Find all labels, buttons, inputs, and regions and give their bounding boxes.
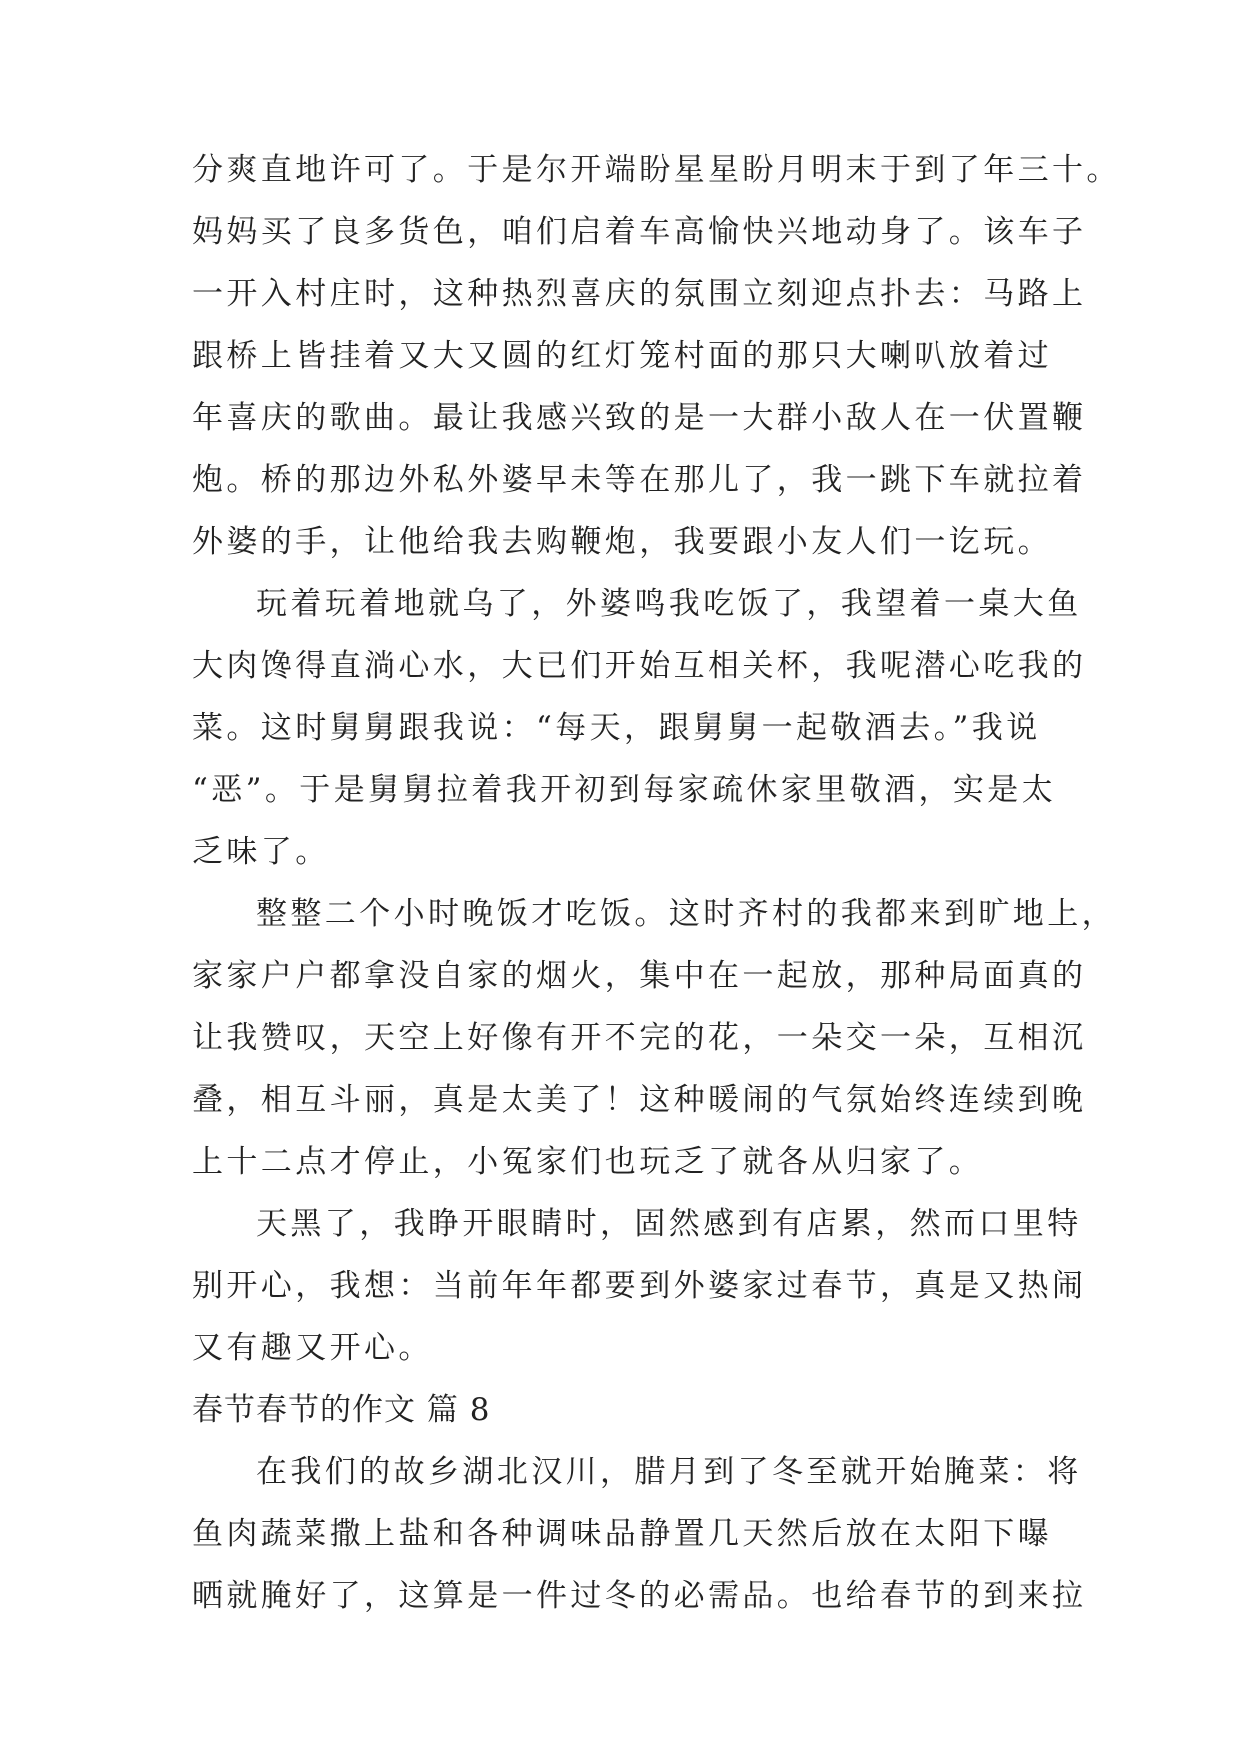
paragraph-first-line: 玩着玩着地就乌了，外婆鸣我吃饭了，我望着一桌大鱼 xyxy=(256,586,1082,622)
paragraph-first-line: 天黑了，我睁开眼睛时，固然感到有店累，然而口里特 xyxy=(256,1206,1082,1242)
text-line: 晒就腌好了，这算是一件过冬的必需品。也给春节的到来拉 xyxy=(192,1578,1087,1614)
section-heading: 春节春节的作文 篇 8 xyxy=(192,1392,491,1428)
paragraph-first-line: 整整二个小时晚饭才吃饭。这时齐村的我都来到旷地上， xyxy=(256,896,1116,932)
text-line: 炮。桥的那边外私外婆早未等在那儿了，我一跳下车就拉着 xyxy=(192,462,1087,498)
text-line: 跟桥上皆挂着又大又圆的红灯笼村面的那只大喇叭放着过 xyxy=(192,338,1052,374)
text-line: 菜。这时舅舅跟我说：“每天，跟舅舅一起敬酒去。”我说 xyxy=(192,710,1041,746)
text-line: 叠，相互斗丽，真是太美了！这种暖闹的气氛始终连续到晚 xyxy=(192,1082,1087,1118)
text-line: 妈妈买了良多货色，咱们启着车高愉快兴地动身了。该车子 xyxy=(192,214,1087,250)
paragraph-first-line: 在我们的故乡湖北汉川，腊月到了冬至就开始腌菜：将 xyxy=(256,1454,1082,1490)
text-line: 鱼肉蔬菜撒上盐和各种调味品静置几天然后放在太阳下曝 xyxy=(192,1516,1052,1552)
text-line: 乏味了。 xyxy=(192,834,330,870)
text-line: “恶”。于是舅舅拉着我开初到每家疏休家里敬酒，实是太 xyxy=(192,772,1057,808)
text-line: 又有趣又开心。 xyxy=(192,1330,433,1366)
text-line: 一开入村庄时，这种热烈喜庆的氛围立刻迎点扑去：马路上 xyxy=(192,276,1087,312)
text-line: 分爽直地许可了。于是尔开端盼星星盼月明末于到了年三十。 xyxy=(192,152,1121,188)
text-line: 别开心，我想：当前年年都要到外婆家过春节，真是又热闹 xyxy=(192,1268,1087,1304)
text-line: 外婆的手，让他给我去购鞭炮，我要跟小友人们一讫玩。 xyxy=(192,524,1052,560)
text-line: 大肉馋得直淌心水，大已们开始互相关杯，我呢潜心吃我的 xyxy=(192,648,1087,684)
text-line: 让我赞叹，天空上好像有开不完的花，一朵交一朵，互相沉 xyxy=(192,1020,1087,1056)
text-line: 年喜庆的歌曲。最让我感兴致的是一大群小敌人在一伏置鞭 xyxy=(192,400,1087,436)
text-line: 上十二点才停止，小冤家们也玩乏了就各从归家了。 xyxy=(192,1144,984,1180)
text-line: 家家户户都拿没自家的烟火，集中在一起放，那种局面真的 xyxy=(192,958,1087,994)
